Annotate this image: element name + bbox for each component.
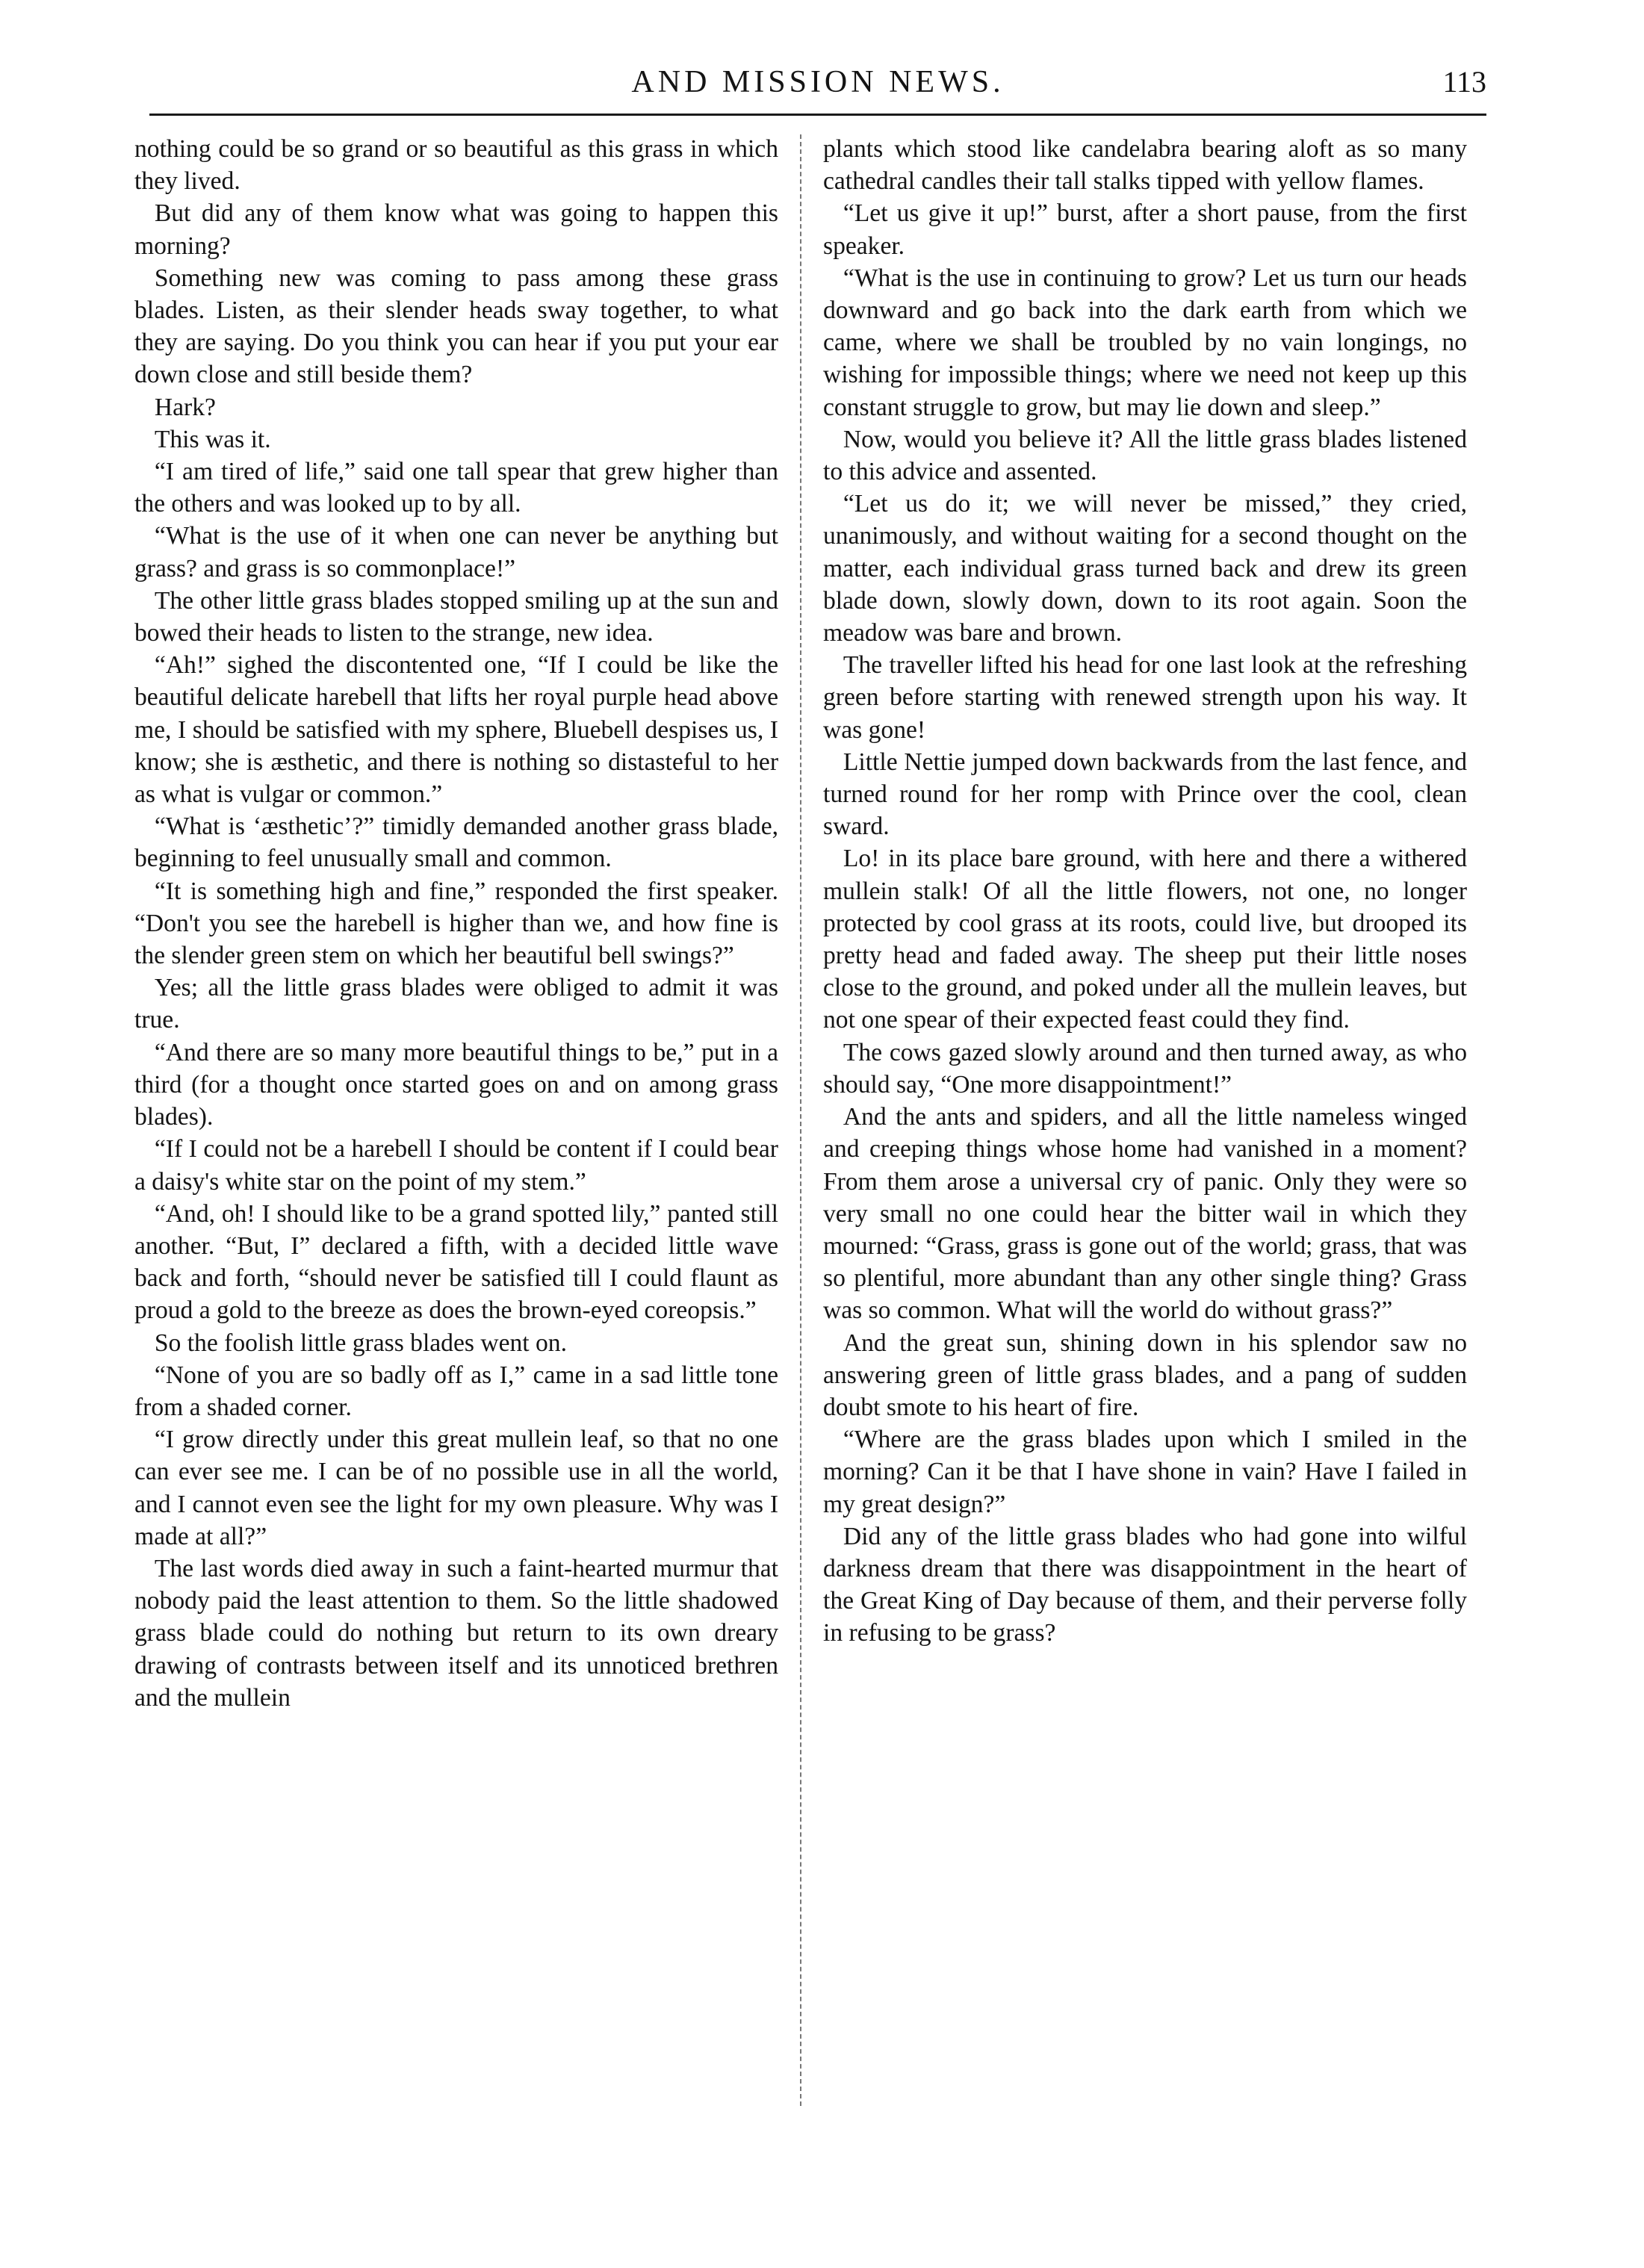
paragraph: “I am tired of life,” said one tall spear that grew higher than the others and was looked up to by all. — [134, 458, 778, 518]
paragraph: And the ants and spiders, and all the little nameless winged and creeping things whose home had vanished in a moment? From them arose a universal cry of panic. Only they were so very small no one could hear the bitter wail in which they mourned: “Grass, grass is gone out of the world; grass, that was so plentiful, more abundant than any other single thing? Grass was so common. What will the world do without grass?” — [823, 1103, 1467, 1325]
paragraph: “None of you are so badly off as I,” came in a sad little tone from a shaded corner. — [134, 1361, 778, 1421]
paragraph: Lo! in its place bare ground, with here and there a withered mullein stalk! Of all the little flowers, not one, no longer protected by cool grass at its roots, could live, but drooped its pretty head and faded away. The sheep put their little noses close to the ground, and poked under all the mullein leaves, but not one spear of their expected feast could they find. — [823, 845, 1467, 1034]
paragraph: Yes; all the little grass blades were obliged to admit it was true. — [134, 974, 778, 1034]
paragraph: “What is ‘æsthetic’?” timidly demanded another grass blade, beginning to feel unusually small and common. — [134, 813, 778, 873]
paragraph: “I grow directly under this great mullein leaf, so that no one can ever see me. I can be of no possible use in all the world, and I cannot even see the light for my own pleasure. Why was I made at all?” — [134, 1426, 778, 1550]
paragraph: “It is something high and fine,” responded the first speaker. “Don't you see the harebell is higher than we, and how fine is the slender green stem on which her beautiful bell swings?” — [134, 877, 778, 970]
paragraph: “Let us give it up!” burst, after a short pause, from the first speaker. — [823, 199, 1467, 260]
paragraph: The other little grass blades stopped smiling up at the sun and bowed their heads to listen to the strange, new idea. — [134, 586, 778, 647]
paragraph: Little Nettie jumped down backwards from the last fence, and turned round for her romp with Prince over the cool, clean sward. — [823, 748, 1467, 841]
paragraph: The cows gazed slowly around and then turned away, as who should say, “One more disappointment!” — [823, 1038, 1467, 1099]
paragraph: “And, oh! I should like to be a grand spotted lily,” panted still another. “But, I” declared a fifth, with a decided little wave back and forth, “should never be satisfied till I could flaunt as proud a gold to the breeze as does the brown-eyed coreopsis.” — [134, 1199, 778, 1325]
paragraph: “Let us do it; we will never be missed,” they cried, unanimously, and without waiting for a second thought on the matter, each individual grass turned back and drew its green blade down, slowly down, down to its root again. Soon the meadow was bare and brown. — [823, 490, 1467, 647]
paragraph: Hark? — [154, 393, 216, 421]
paragraph: The last words died away in such a faint-hearted murmur that nobody paid the least attention to them. So the little shadowed grass blade could do nothing but return to its own dreary drawing of contrasts between itself and its unnoticed brethren and the mullein — [134, 1554, 778, 1712]
paragraph: “What is the use of it when one can never be anything but grass? and grass is so commonplace!” — [134, 522, 778, 582]
right-column — [823, 133, 1467, 2119]
paragraph: nothing could be so grand or so beautiful as this grass in which they lived. — [134, 135, 778, 196]
paragraph: “Ah!” sighed the discontented one, “If I could be like the beautiful delicate harebell that lifts her royal purple head above me, I should be satisfied with my sphere, Bluebell despises us, I know; she is æsthetic, and there is nothing so distasteful to her as what is vulgar or common.” — [134, 651, 778, 809]
left-column — [134, 133, 778, 2119]
paragraph: “Where are the grass blades upon which I smiled in the morning? Can it be that I have shone in vain? Have I failed in my great design?” — [823, 1426, 1467, 1518]
paragraph: Something new was coming to pass among these grass blades. Listen, as their slender heads sway together, to what they are saying. Do you think you can hear if you put your ear down close and still beside them? — [134, 264, 778, 389]
paragraph: But did any of them know what was going to happen this morning? — [134, 199, 778, 260]
running-title: AND MISSION NEWS. — [631, 65, 1005, 99]
paragraph: Did any of the little grass blades who had gone into wilful darkness dream that there was disappointment in the heart of the Great King of Day because of them, and their perverse folly in refusing to be grass? — [823, 1522, 1467, 1647]
header-rule — [149, 114, 1486, 116]
paragraph: “And there are so many more beautiful things to be,” put in a third (for a thought once started goes on and on among grass blades). — [134, 1038, 778, 1131]
paragraph: plants which stood like candelabra bearing aloft as so many cathedral candles their tall stalks tipped with yellow flames. — [823, 135, 1467, 196]
paragraph: “What is the use in continuing to grow? Let us turn our heads downward and go back into the dark earth from which we came, where we shall be troubled by no vain longings, no wishing for impossible things; where we need not keep up this constant struggle to grow, but may lie down and sleep.” — [823, 264, 1467, 421]
paragraph: The traveller lifted his head for one last look at the refreshing green before starting with renewed strength upon his way. It was gone! — [823, 651, 1467, 744]
paragraph: And the great sun, shining down in his splendor saw no answering green of little grass blades, and a pang of sudden doubt smote to his heart of fire. — [823, 1329, 1467, 1421]
column-divider — [800, 134, 801, 2106]
paragraph: Now, would you believe it? All the little grass blades listened to this advice and assented. — [823, 425, 1467, 486]
page-number: 113 — [1442, 65, 1486, 99]
paragraph: This was it. — [154, 425, 271, 453]
paragraph: “If I could not be a harebell I should be content if I could bear a daisy's white star on the point of my stem.” — [134, 1135, 778, 1196]
paragraph: So the foolish little grass blades went on. — [154, 1329, 567, 1357]
running-head — [149, 64, 1486, 109]
